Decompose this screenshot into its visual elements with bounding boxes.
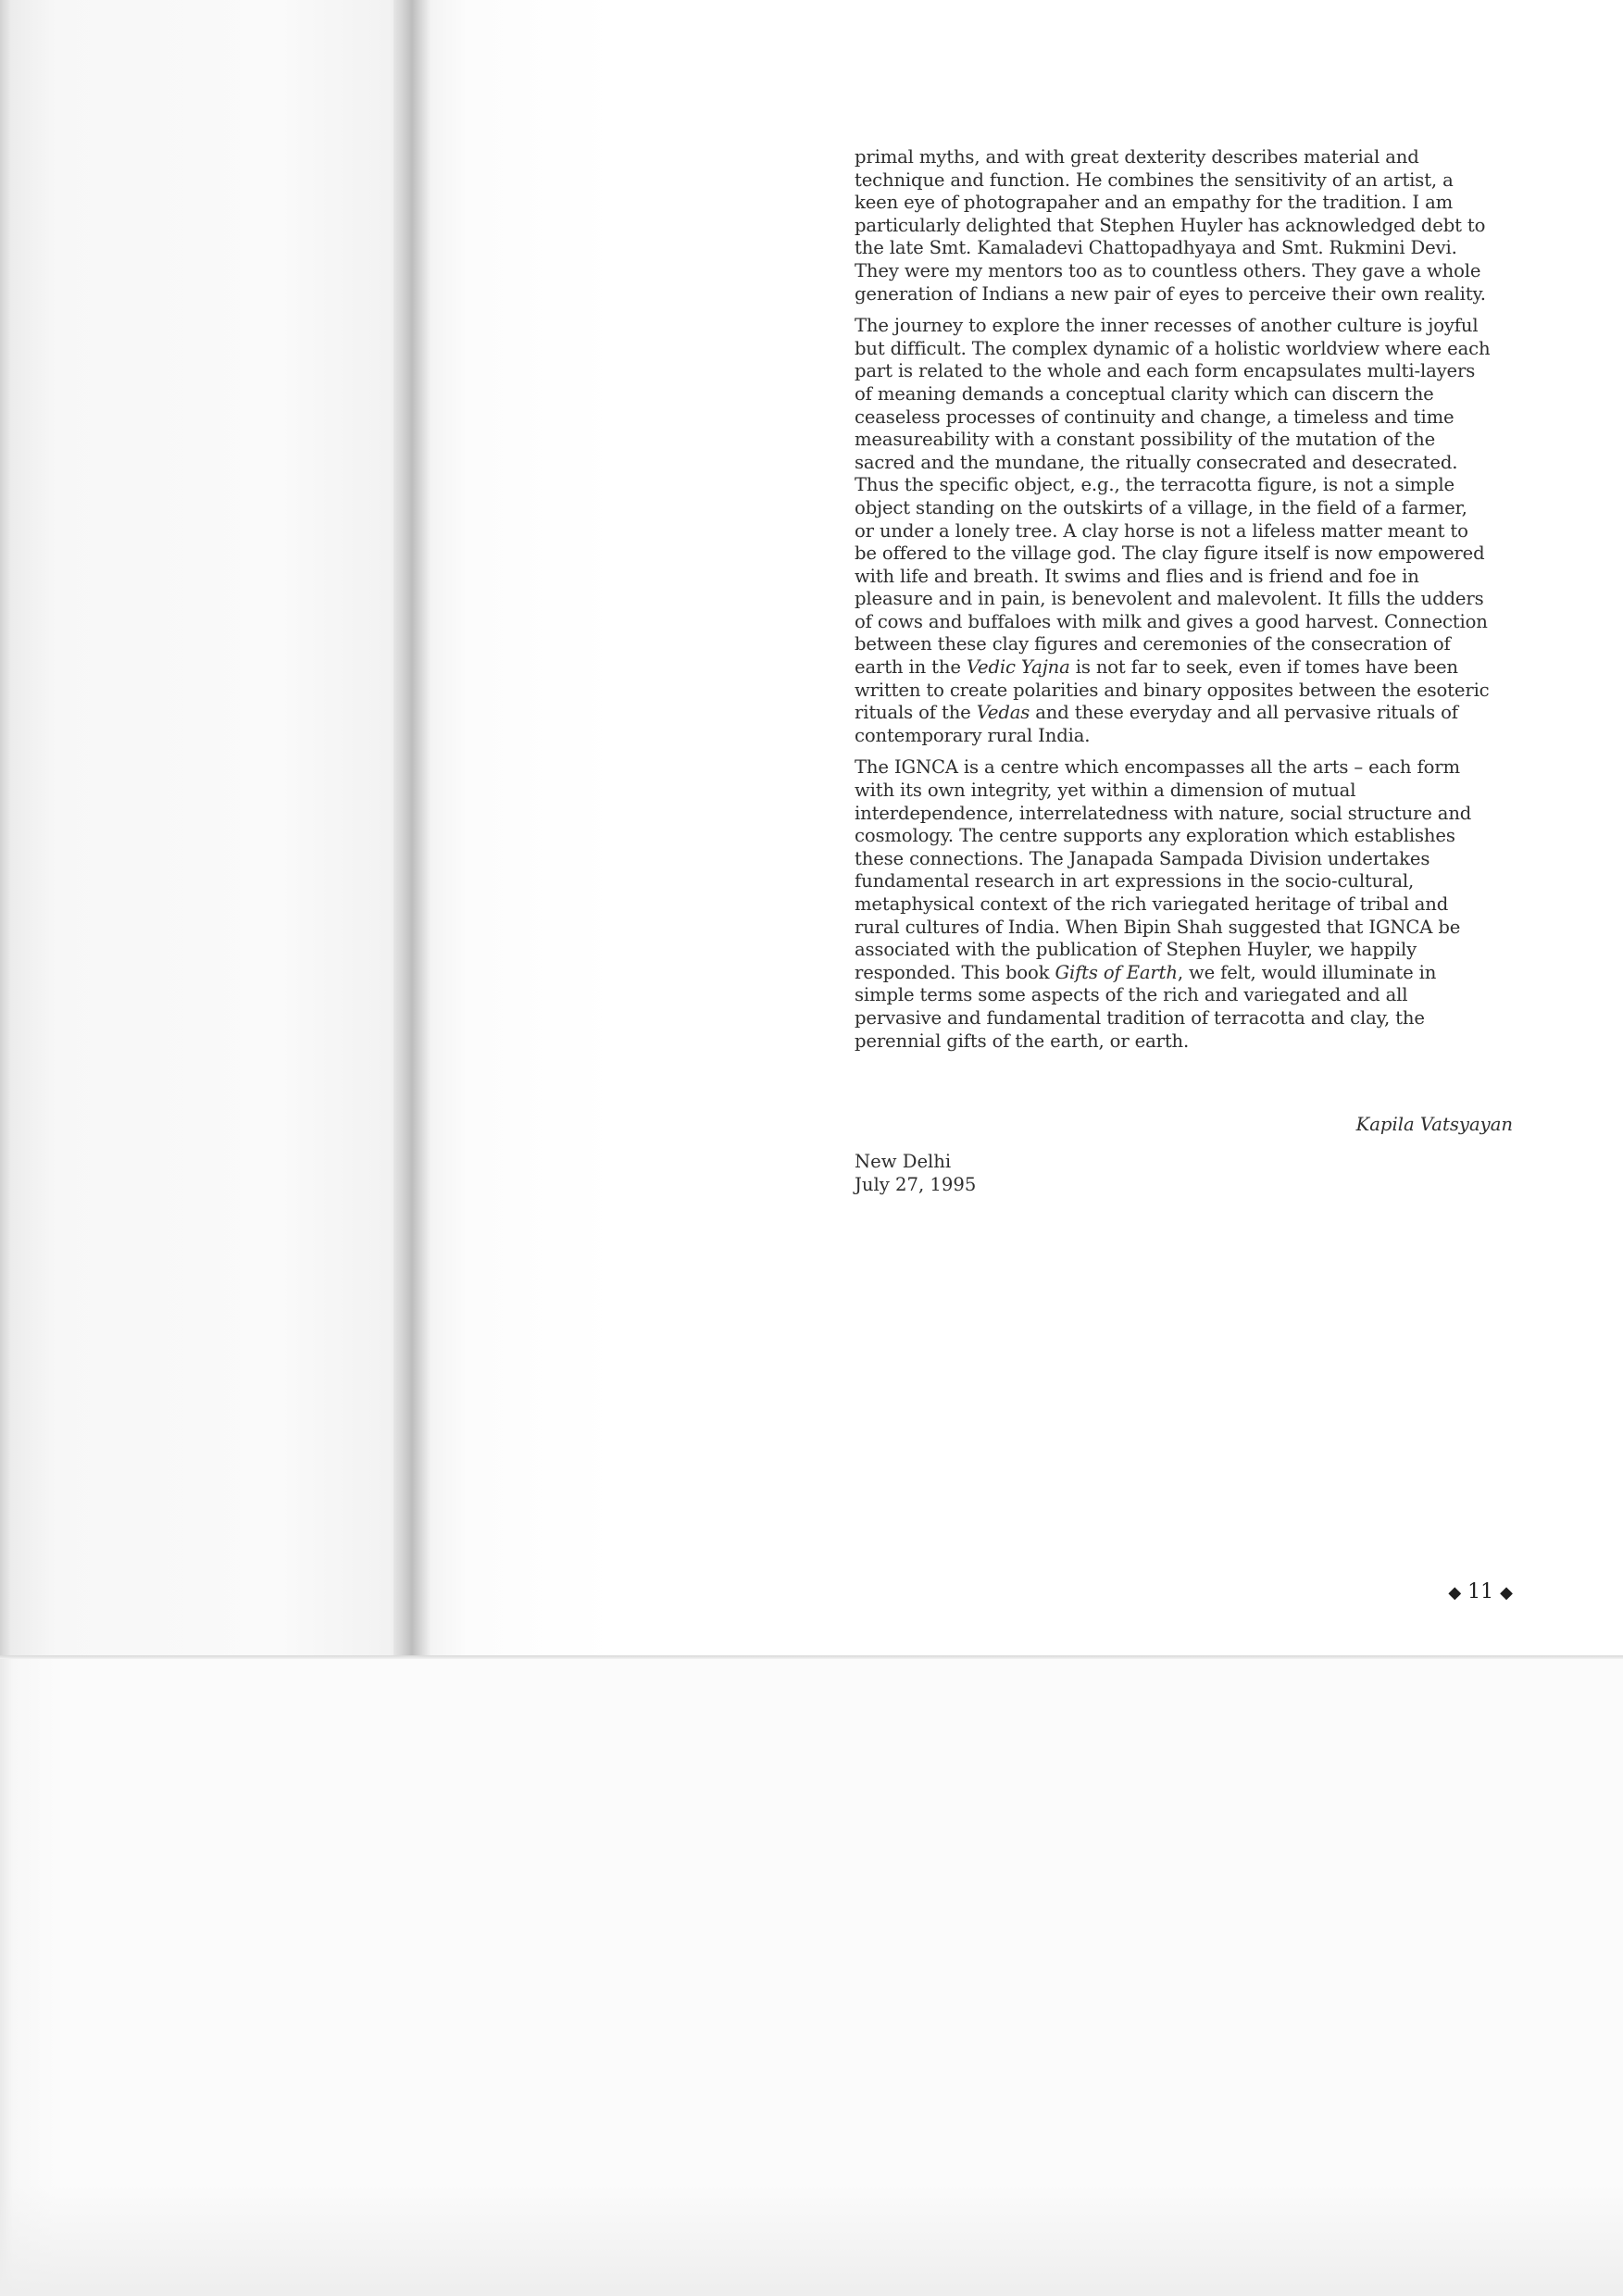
text-line: [855, 588, 1512, 611]
date-line: July 27, 1995: [855, 1173, 977, 1195]
text-line: [855, 452, 1512, 475]
text-run: pervasive and fundamental tradition of terracotta and clay, the: [855, 1006, 1425, 1029]
text-run: part is related to the whole and each form encapsulates multi-layers: [855, 360, 1476, 382]
text-line: [855, 917, 1512, 940]
text-line: [855, 566, 1512, 589]
text-line: [855, 497, 1512, 520]
text-line: [855, 429, 1512, 452]
text-line: [855, 215, 1512, 238]
text-line: [855, 192, 1512, 215]
text-line: [855, 984, 1512, 1007]
text-line: [855, 1007, 1512, 1030]
text-line: [855, 803, 1512, 826]
text-line: [855, 870, 1512, 893]
paragraph: [855, 315, 1512, 747]
text-run: fundamental research in art expressions in the socio-cultural,: [855, 870, 1415, 892]
text-line: [855, 237, 1512, 260]
text-line: [855, 780, 1512, 803]
text-line: [855, 848, 1512, 871]
text-line: [855, 656, 1512, 680]
text-line: [855, 825, 1512, 848]
page-number: [1435, 1581, 1513, 1604]
diamond-ornament-icon: ◆: [1448, 1583, 1462, 1603]
text-run: rural cultures of India. When Bipin Shah suggested that IGNCA be: [855, 916, 1461, 938]
text-run: The IGNCA is a centre which encompasses all the arts – each form: [855, 756, 1460, 779]
text-line: [855, 939, 1512, 962]
text-line: [855, 702, 1512, 725]
text-run: and these everyday and all pervasive rituals of: [1030, 702, 1458, 724]
left-page-margin: [0, 0, 407, 1657]
text-line: [855, 383, 1512, 406]
text-run: earth in the: [855, 656, 967, 679]
body-text: [855, 146, 1512, 1062]
text-line: [855, 520, 1512, 543]
text-run: sacred and the mundane, the ritually consecrated and desecrated.: [855, 451, 1458, 473]
text-run: simple terms some aspects of the rich and variegated and all: [855, 984, 1408, 1006]
place-date-block: [855, 1151, 1132, 1196]
text-run: cosmology. The centre supports any exploration which establishes: [855, 825, 1455, 847]
italic-title: Vedas: [976, 702, 1030, 724]
diamond-ornament-icon: ◆: [1500, 1583, 1513, 1603]
text-run: Thus the specific object, e.g., the terracotta figure, is not a simple: [855, 474, 1454, 496]
text-run: keen eye of photograpaher and an empathy for the tradition. I am: [855, 192, 1454, 214]
text-run: rituals of the: [855, 702, 977, 724]
text-line: [855, 338, 1512, 361]
text-run: these connections. The Janapada Sampada Division undertakes: [855, 847, 1430, 869]
text-run: of meaning demands a conceptual clarity which can discern the: [855, 382, 1434, 405]
text-line: [855, 633, 1512, 656]
text-run: generation of Indians a new pair of eyes to perceive their own reality.: [855, 282, 1486, 305]
text-run: is not far to seek, even if tomes have been: [1069, 656, 1458, 679]
text-line: [855, 543, 1512, 566]
paragraph: [855, 756, 1512, 1053]
text-line: [855, 611, 1512, 634]
text-run: The journey to explore the inner recesses of another culture is joyful: [855, 315, 1479, 337]
text-line: [855, 756, 1512, 780]
text-run: , we felt, would illuminate in: [1177, 961, 1437, 983]
place-line: New Delhi: [855, 1151, 952, 1172]
text-run: associated with the publication of Stephen Huyler, we happily: [855, 939, 1417, 961]
text-line: [855, 169, 1512, 193]
text-run: responded. This book: [855, 961, 1055, 983]
text-line: [855, 725, 1512, 748]
text-run: ceaseless processes of continuity and change, a timeless and time: [855, 406, 1454, 428]
text-line: [855, 406, 1512, 430]
text-run: between these clay figures and ceremonies of the consecration of: [855, 633, 1451, 655]
text-run: They were my mentors too as to countless others. They gave a whole: [855, 259, 1481, 281]
text-line: [855, 146, 1512, 169]
text-run: of cows and buffaloes with milk and gives a good harvest. Connection: [855, 610, 1488, 632]
text-line: [855, 315, 1512, 338]
text-line: [855, 893, 1512, 917]
text-run: or under a lonely tree. A clay horse is not a lifeless matter meant to: [855, 519, 1468, 542]
page-number-value: 11: [1467, 1580, 1494, 1603]
text-run: with life and breath. It swims and flies and is friend and foe in: [855, 565, 1419, 587]
text-run: contemporary rural India.: [855, 724, 1091, 746]
text-run: technique and function. He combines the sensitivity of an artist, a: [855, 168, 1454, 191]
text-run: with its own integrity, yet within a dimension of mutual: [855, 780, 1356, 802]
text-line: [855, 962, 1512, 985]
text-run: interdependence, interrelatedness with nature, social structure and: [855, 802, 1472, 824]
author-signature: Kapila Vatsyayan: [1355, 1114, 1513, 1135]
text-run: the late Smt. Kamaladevi Chattopadhyaya and Smt. Rukmini Devi.: [855, 237, 1457, 259]
text-run: object standing on the outskirts of a village, in the field of a farmer,: [855, 496, 1467, 518]
paragraph: [855, 146, 1512, 306]
text-run: metaphysical context of the rich variegated heritage of tribal and: [855, 893, 1449, 915]
text-line: [855, 1030, 1512, 1054]
scanner-bed-area: [0, 1659, 1623, 2296]
text-line: [855, 474, 1512, 497]
italic-title: Gifts of Earth: [1055, 961, 1178, 983]
text-run: perennial gifts of the earth, or earth.: [855, 1029, 1190, 1052]
book-gutter: [393, 0, 431, 1657]
text-run: pleasure and in pain, is benevolent and malevolent. It fills the udders: [855, 588, 1484, 610]
text-line: [855, 260, 1512, 283]
text-run: be offered to the village god. The clay figure itself is now empowered: [855, 543, 1485, 565]
text-line: [855, 680, 1512, 703]
italic-title: Vedic Yajna: [966, 656, 1070, 679]
text-line: [855, 283, 1512, 306]
text-run: written to create polarities and binary opposites between the esoteric: [855, 679, 1490, 701]
text-run: primal myths, and with great dexterity describes material and: [855, 146, 1419, 168]
text-run: particularly delighted that Stephen Huyler has acknowledged debt to: [855, 214, 1486, 236]
text-line: [855, 360, 1512, 383]
text-run: measureability with a constant possibility of the mutation of the: [855, 429, 1436, 451]
text-run: but difficult. The complex dynamic of a holistic worldview where each: [855, 337, 1491, 359]
